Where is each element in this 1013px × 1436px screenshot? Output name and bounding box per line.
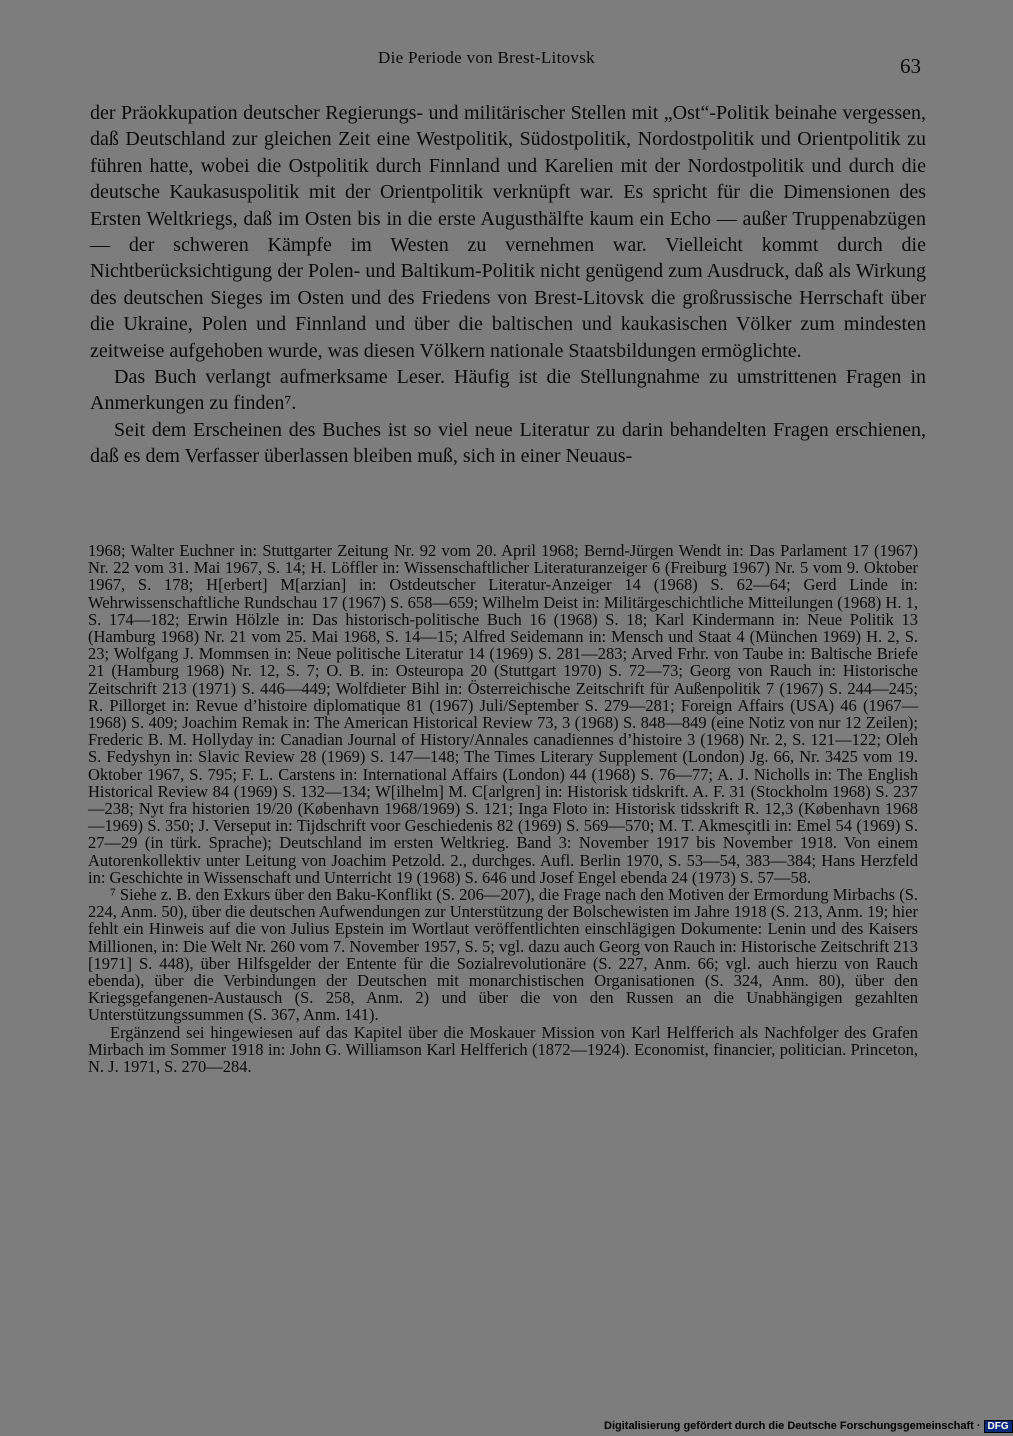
credit-separator: · xyxy=(973,1420,981,1432)
body-paragraph-2: Das Buch verlangt aufmerksame Leser. Häufig ist die Stellungnahme zu umstrittenen Fragen in Anmerkungen zu finden⁷. xyxy=(90,366,926,415)
footnote-6-continuation: 1968; Walter Euchner in: Stuttgarter Zeitung Nr. 92 vom 20. April 1968; Bernd-Jürgen Wendt in: Das Parlament 17 (1967) Nr. 22 vom 31. Mai 1967, S. 14; H. Löffler in: Wissenschaftlicher Literaturanzeiger 6 (Freiburg 1967) Nr. 5 vom 9. Oktober 1967, S. 178; H[erbert] M[arzian] in: Ostdeutscher Literatur-Anzeiger 14 (1968) S. 62—64; Gerd Linde in: Wehrwissenschaftliche Rundschau 17 (1967) S. 658—659; Wilhelm Deist in: Militärgeschichtliche Mitteilungen (1968) H. 1, S. 174—182; Erwin Hölzle in: Das historisch-politische Buch 16 (1968) S. 18; Karl Kindermann in: Neue Politik 13 (Hamburg 1968) Nr. 21 vom 25. Mai 1968, S. 14—15; Alfred Seidemann in: Mensch und Staat 4 (München 1969) H. 2, S. 23; Wolfgang J. Mommsen in: Neue politische Literatur 14 (1969) S. 281—283; Arved Frhr. von Taube in: Baltische Briefe 21 (Hamburg 1968) Nr. 12, S. 7; O. B. in: Osteuropa 20 (Stuttgart 1970) S. 72—73; Georg von Rauch in: Historische Zeitschrift 213 (1971) S. 446—449; Wolfdieter Bihl in: Österreichische Zeitschrift für Außenpolitik 7 (1967) S. 244—245; R. Pillorget in: Revue d’histoire diplomatique 81 (1967) Juli/September S. 279—281; Foreign Affairs (USA) 46 (1967—1968) S. 409; Joachim Remak in: The American Historical Review 73, 3 (1968) S. 848—849 (eine Notiz von nur 12 Zeilen); Frederic B. M. Hollyday in: Canadian Journal of History/Annales canadiennes d’histoire 3 (1968) Nr. 2, S. 121—122; Oleh S. Fedyshyn in: Slavic Review 28 (1969) S. 147—148; The Times Literary Supplement (London) Jg. 66, Nr. 3425 vom 19. Oktober 1967, S. 795; F. L. Carstens in: International Affairs (London) 44 (1968) S. 76—77; A. J. Nicholls in: The English Historical Review 84 (1969) S. 132—134; W[ilhelm] M. C[arlgren] in: Historisk tidskrift. A. F. 31 (Stockholm 1968) S. 237—238; Nyt fra historien 19/20 (København 1968/1969) S. 121; Inga Floto in: Historisk tidsskrift R. 12,3 (København 1968—1969) S. 350; J. Verseput in: Tijdschrift voor Geschiedenis 82 (1969) S. 569—570; M. T. Akmesçitli in: Emel 54 (1969) S. 27—29 (in türk. Sprache); Deutschland im ersten Weltkrieg. Band 3: November 1917 bis November 1918. Von einem Autorenkollektiv unter Leitung von Joachim Petzold. 2., durchges. Aufl. Berlin 1970, S. 53—54, 383—384; Hans Herzfeld in: Geschichte in Wissenschaft und Unterricht 19 (1968) S. 646 und Josef Engel ebenda 24 (1973) S. 57—58. xyxy=(88,541,918,887)
page-number: 63 xyxy=(900,54,921,78)
footnote-7-addendum: Ergänzend sei hingewiesen auf das Kapitel über die Moskauer Mission von Karl Helfferich als Nachfolger des Grafen Mirbach im Sommer 1918 in: John G. Williamson Karl Helfferich (1872—1924). Economist, financier, politician. Princeton, N. J. 1971, S. 270—284. xyxy=(88,1022,918,1077)
body-paragraph-1: der Präokkupation deutscher Regierungs- und militärischer Stellen mit „Ost“-Politik beinahe vergessen, daß Deutschland zur gleichen Zeit eine Westpolitik, Südostpolitik, Nordostpolitik und Orientpolitik zu führen hatte, wobei die Ostpolitik durch Finnland und Karelien mit der Nordostpolitik und durch die deutsche Kaukasuspolitik mit der Orientpolitik verknüpft war. Es spricht für die Dimensionen des Ersten Weltkriegs, daß im Osten bis in die erste Augusthälfte kaum ein Echo — außer Truppenabzügen — der schweren Kämpfe im Westen zu vernehmen war. Vielleicht kommt durch die Nichtberücksichtigung der Polen- und Baltikum-Politik nicht genügend zum Ausdruck, daß als Wirkung des deutschen Sieges im Osten und des Friedens von Brest-Litovsk die großrussische Herrschaft über die Ukraine, Polen und Finnland und über die baltischen und kaukasischen Völker zum mindesten zeitweise aufgehoben wurde, was diesen Völkern nationale Staatsbildungen ermöglichte. xyxy=(90,102,926,362)
footnote-7: ⁷ Siehe z. B. den Exkurs über den Baku-Konflikt (S. 206—207), die Frage nach den Motiven der Ermordung Mirbachs (S. 224, Anm. 50), über die deutschen Aufwendungen zur Unterstützung der Bolschewisten im Jahre 1918 (S. 213, Anm. 19; hier fehlt ein Hinweis auf die von Julius Epstein im Wortlaut veröffentlichten einschlägigen Dokumente: Lenin und des Kaisers Millionen, in: Die Welt Nr. 260 vom 7. November 1957, S. 5; vgl. dazu auch Georg von Rauch in: Historische Zeitschrift 213 [1971] S. 448), über Hilfsgelder der Entente für die Sozialrevolutionäre (S. 227, Anm. 66; vgl. auch hierzu von Rauch ebenda), über die Verbindungen der Deutschen mit monarchistischen Organisationen (S. 324, Anm. 80), über den Kriegsgefangenen-Austausch (S. 258, Anm. 2) und über die von den Russen an die Unabhängigen gezahlten Unterstützungssummen (S. 367, Anm. 141). xyxy=(88,885,918,1025)
credit-text: Digitalisierung gefördert durch die Deutsche Forschungsgemeinschaft xyxy=(604,1420,974,1432)
footnotes xyxy=(88,542,918,1075)
main-text xyxy=(90,100,926,470)
running-title: Die Periode von Brest-Litovsk xyxy=(378,48,595,67)
body-paragraph-3: Seit dem Erscheinen des Buches ist so viel neue Literatur zu darin behandelten Fragen erschienen, daß es dem Verfasser überlassen bleiben muß, sich in einer Neuaus- xyxy=(90,418,926,468)
digitization-credit xyxy=(604,1420,1013,1433)
dfg-logo-icon: DFG xyxy=(984,1420,1013,1433)
